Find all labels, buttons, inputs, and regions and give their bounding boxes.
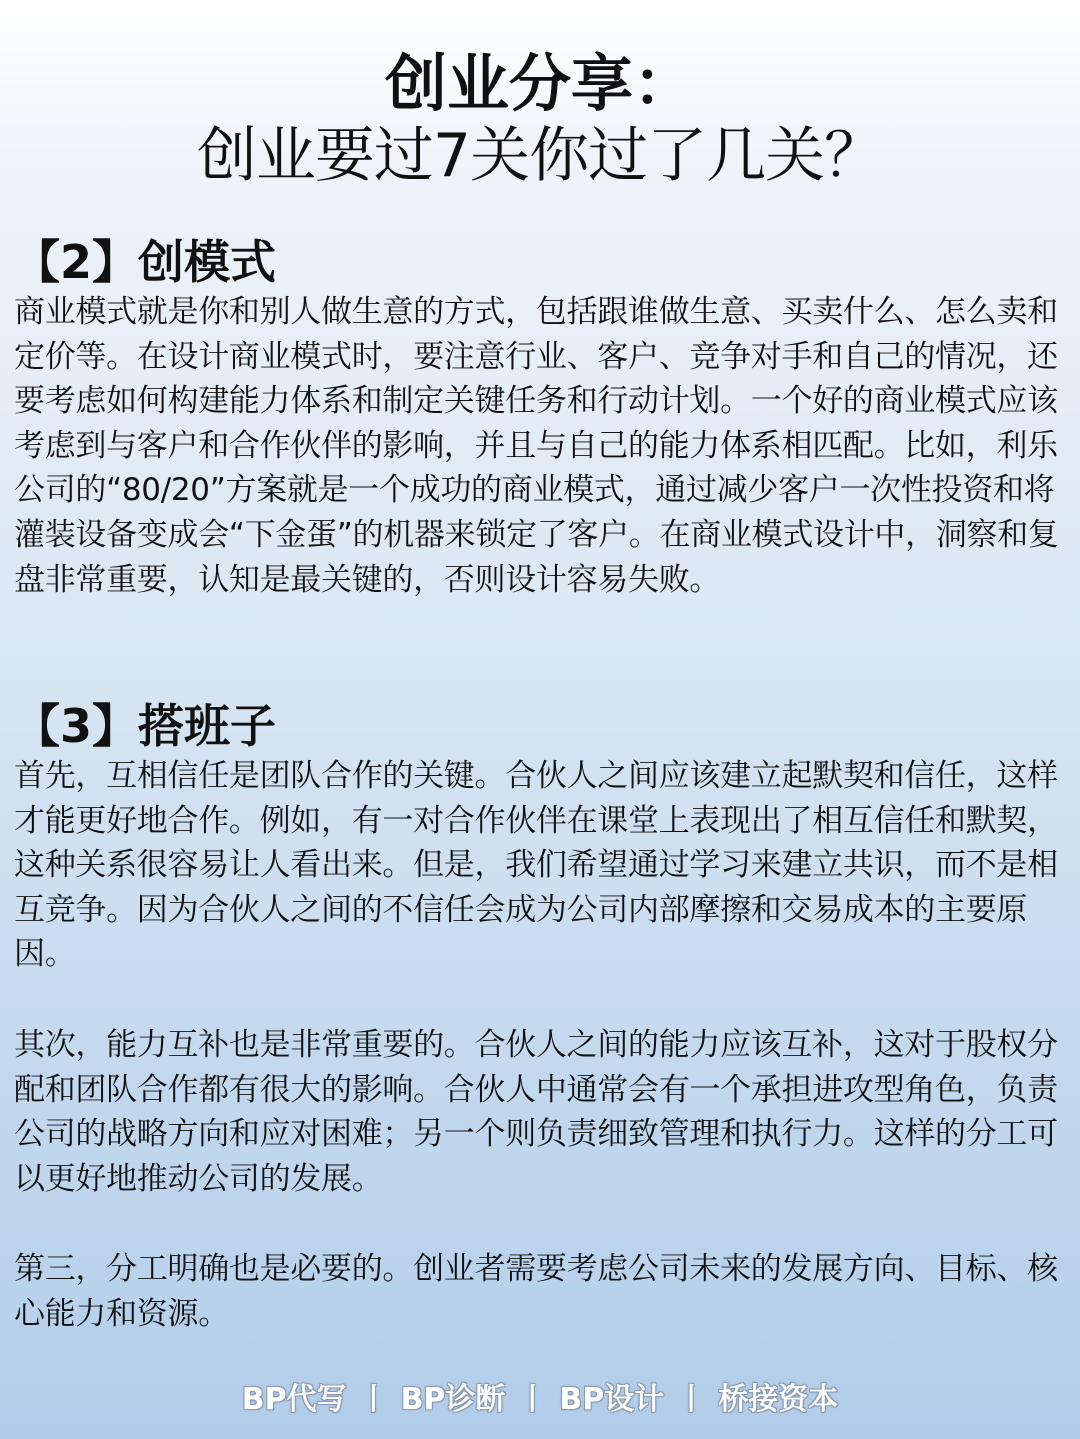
page-title-line2: 创业要过7关你过了几关？	[196, 121, 884, 191]
section-paragraph: 第三，分工明确也是必要的。创业者需要考虑公司未来的发展方向、目标、核心能力和资源。	[14, 1251, 1058, 1332]
section-business-model	[14, 234, 1066, 602]
footer-item: BP诊断	[400, 1382, 506, 1417]
footer-item: 桥接资本	[718, 1382, 839, 1417]
section-heading: 【3】搭班子	[14, 699, 277, 753]
section-paragraph: 首先，互相信任是团队合作的关键。合伙人之间应该建立起默契和信任，这样才能更好地合作。例如，有一对合作伙伴在课堂上表现出了相互信任和默契，这种关系很容易让人看出来。但是，我们希望通过学习来建立共识，而不是相互竞争。因为合伙人之间的不信任会成为公司内部摩擦和交易成本的主要原因。	[14, 758, 1058, 973]
footer-separator: 丨	[517, 1382, 548, 1417]
section-paragraph: 其次，能力互补也是非常重要的。合伙人之间的能力应该互补，这对于股权分配和团队合作都有很大的影响。合伙人中通常会有一个承担进攻型角色，负责公司的战略方向和应对困难；另一个则负责细致管理和执行力。这样的分工可以更好地推动公司的发展。	[14, 1027, 1058, 1197]
section-paragraph: 商业模式就是你和别人做生意的方式，包括跟谁做生意、买卖什么、怎么卖和定价等。在设计商业模式时，要注意行业、客户、竞争对手和自己的情况，还要考虑如何构建能力体系和制定关键任务和行动计划。一个好的商业模式应该考虑到与客户和合作伙伴的影响，并且与自己的能力体系相匹配。比如，利乐公司的“80/20”方案就是一个成功的商业模式，通过减少客户一次性投资和将灌装设备变成会“下金蛋”的机器来锁定了客户。在商业模式设计中，洞察和复盘非常重要，认知是最关键的，否则设计容易失败。	[14, 294, 1059, 598]
footer-item: BP设计	[559, 1382, 665, 1417]
page-title-line1: 创业分享：	[384, 47, 695, 120]
footer-item: BP代写	[241, 1382, 347, 1417]
footer-separator: 丨	[676, 1382, 707, 1417]
footer-tagline	[0, 1380, 1080, 1420]
footer-separator: 丨	[358, 1382, 389, 1417]
section-heading: 【2】创模式	[14, 235, 277, 289]
section-team-building	[14, 698, 1066, 977]
